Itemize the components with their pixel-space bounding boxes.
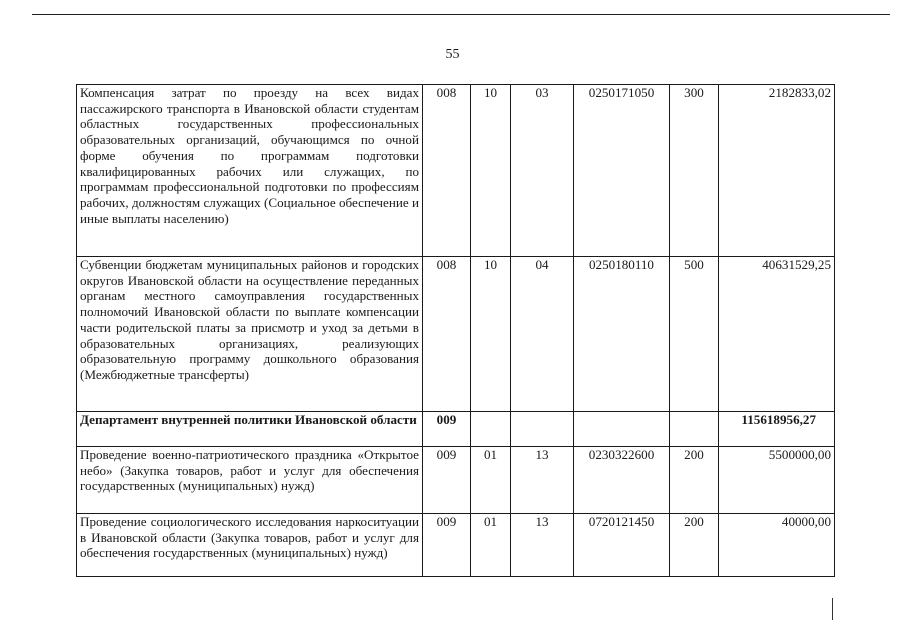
top-rule [32, 14, 890, 15]
section-code [471, 412, 511, 447]
row-description: Субвенции бюджетам муниципальных районов и городских округов Ивановской области на осуществление переданных органам местного самоуправления государственных полномочий Ивановской области по выплате компенсации части родительской платы за присмотр и уход за детьми в образовательных организациях, реализующих образовательную программу дошкольного образования (Межбюджетные трансферты) [77, 257, 423, 412]
target-article-code: 0250180110 [574, 257, 670, 412]
amount: 2182833,02 [719, 85, 835, 257]
budget-table [76, 84, 835, 577]
section-code: 01 [471, 447, 511, 514]
table-row [77, 514, 835, 577]
target-article-code: 0250171050 [574, 85, 670, 257]
amount: 40000,00 [719, 514, 835, 577]
ministry-code: 009 [423, 514, 471, 577]
target-article-code: 0720121450 [574, 514, 670, 577]
subsection-code [511, 412, 574, 447]
expense-type-code [670, 412, 719, 447]
row-description: Компенсация затрат по проезду на всех видах пассажирского транспорта в Ивановской области студентам областных государственных профессиональных образовательных организаций, обучающимся по очной форме обучения по программам подготовки квалифицированных рабочих или служащих, по программам профессиональной подготовки по профессиям рабочих, должностям служащих (Социальное обеспечение и иные выплаты населению) [77, 85, 423, 257]
row-description: Проведение военно-патриотического праздника «Открытое небо» (Закупка товаров, работ и услуг для обеспечения государственных (муниципальных) нужд) [77, 447, 423, 514]
subsection-code: 03 [511, 85, 574, 257]
expense-type-code: 300 [670, 85, 719, 257]
subsection-code: 13 [511, 447, 574, 514]
department-total-amount: 115618956,27 [719, 412, 835, 447]
section-code: 10 [471, 257, 511, 412]
table-row [77, 257, 835, 412]
ministry-code: 008 [423, 85, 471, 257]
expense-type-code: 500 [670, 257, 719, 412]
table-row [77, 447, 835, 514]
department-name: Департамент внутренней политики Ивановской области [77, 412, 423, 447]
ministry-code: 008 [423, 257, 471, 412]
subsection-code: 04 [511, 257, 574, 412]
expense-type-code: 200 [670, 447, 719, 514]
table-row [77, 85, 835, 257]
expense-type-code: 200 [670, 514, 719, 577]
section-code: 01 [471, 514, 511, 577]
target-article-code: 0230322600 [574, 447, 670, 514]
page-number: 55 [445, 47, 460, 62]
ministry-code: 009 [423, 412, 471, 447]
amount: 40631529,25 [719, 257, 835, 412]
scan-artifact-mark [832, 598, 833, 620]
ministry-code: 009 [423, 447, 471, 514]
target-article-code [574, 412, 670, 447]
section-code: 10 [471, 85, 511, 257]
amount: 5500000,00 [719, 447, 835, 514]
department-row [77, 412, 835, 447]
subsection-code: 13 [511, 514, 574, 577]
row-description: Проведение социологического исследования наркоситуации в Ивановской области (Закупка товаров, работ и услуг для обеспечения государственных (муниципальных) нужд) [77, 514, 423, 577]
